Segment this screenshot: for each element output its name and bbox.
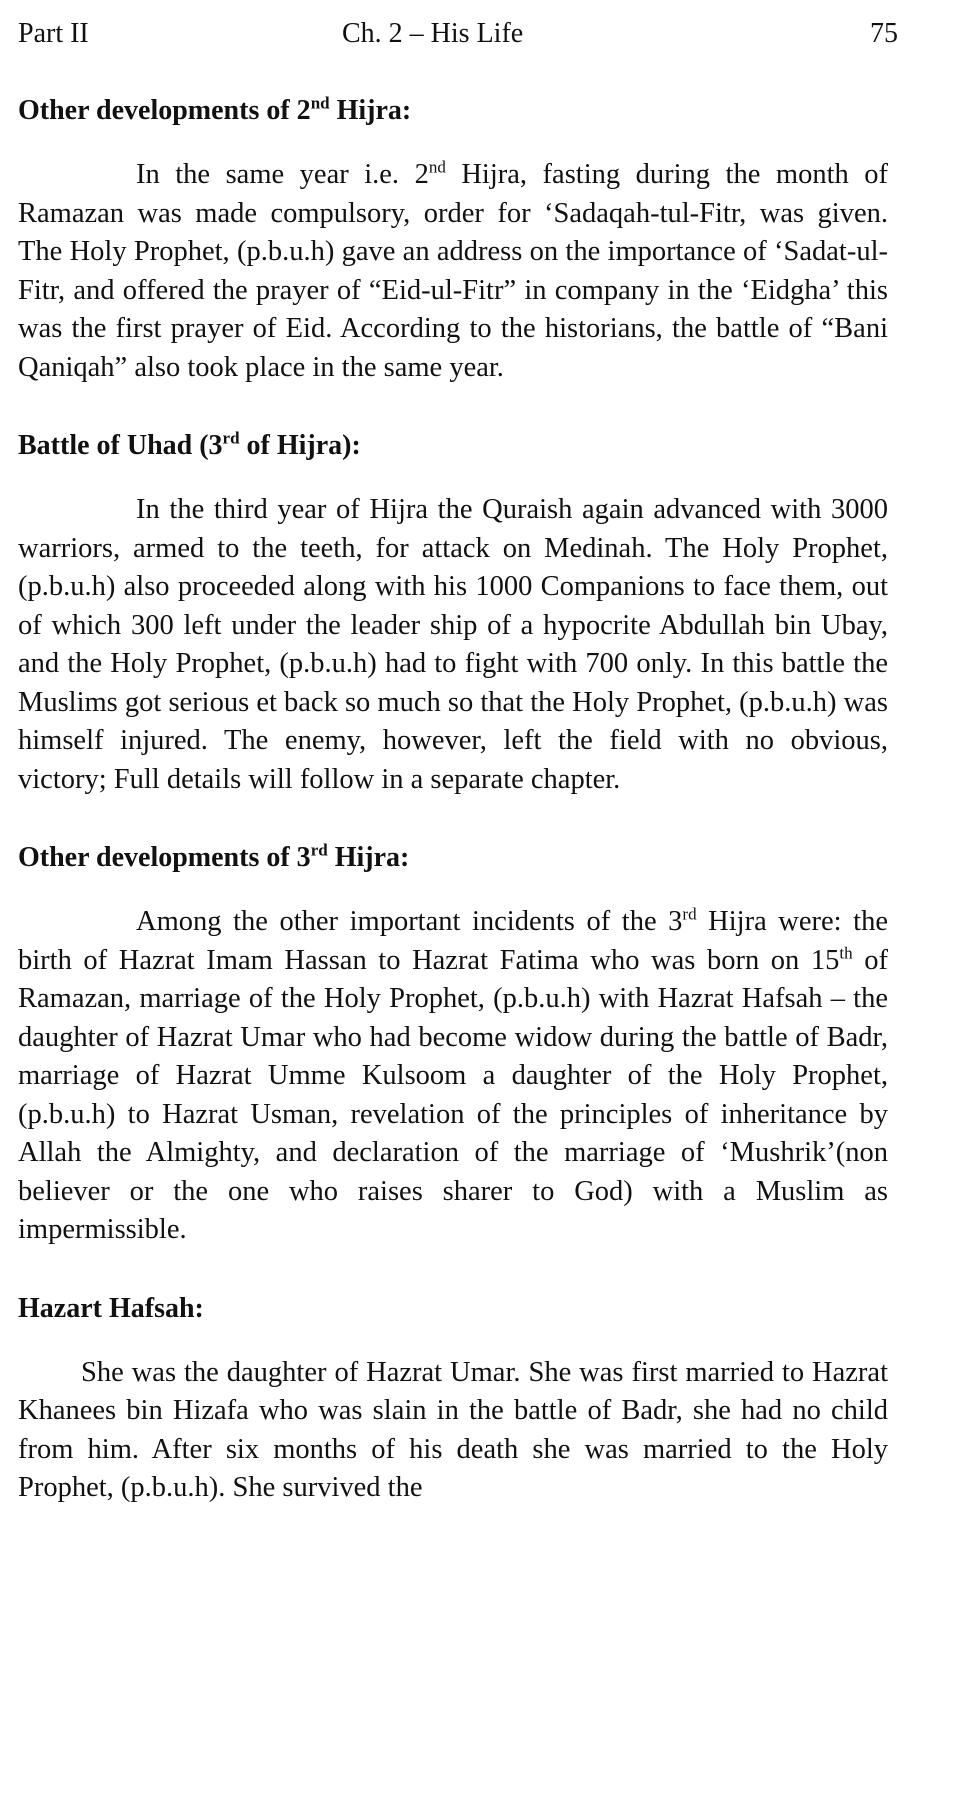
running-header: [18, 14, 898, 54]
paragraph-hazrat-hafsah: She was the daughter of Hazrat Umar. She was first married to Hazrat Khanees bin Hizafa who was slain in the battle of Badr, she had no child from him. After six months of his death she was married to the Holy Prophet, (p.b.u.h). She survived the: [18, 1356, 888, 1503]
section-heading-second-hijra: Other developments of 2nd Hijra:: [18, 93, 412, 126]
paragraph-second-hijra: In the same year i.e. 2nd Hijra, fasting during the month of Ramazan was made compulsory, order for ‘Sadaqah-tul-Fitr, was given. The Holy Prophet, (p.b.u.h) gave an address on the importance of ‘Sadat-ul-Fitr, and offered the prayer of “Eid-ul-Fitr” in company in the ‘Eidgha’ this was the first prayer of Eid. According to the historians, the battle of “Bani Qaniqah” also took place in the same year.: [18, 157, 888, 383]
part-label: Part II: [18, 18, 89, 49]
paragraph-battle-of-uhad: In the third year of Hijra the Quraish again advanced with 3000 warriors, armed to the teeth, for attack on Medinah. The Holy Prophet, (p.b.u.h) also proceeded along with his 1000 Companions to face them, out of which 300 left under the leader ship of a hypocrite Abdullah bin Ubay, and the Holy Prophet, (p.b.u.h) had to fight with 700 only. In this battle the Muslims got serious et back so much so that the Holy Prophet, (p.b.u.h) was himself injured. The enemy, however, left the field with no obvious, victory; Full details will follow in a separate chapter.: [18, 494, 888, 795]
page-number: 75: [870, 18, 898, 49]
section-heading-battle-of-uhad: Battle of Uhad (3rd of Hijra):: [18, 428, 361, 461]
section-heading-third-hijra: Other developments of 3rd Hijra:: [18, 840, 410, 873]
section-heading-hazrat-hafsah: Hazart Hafsah:: [18, 1292, 204, 1324]
page-body: [18, 92, 888, 1508]
paragraph-third-hijra: Among the other important incidents of the 3rd Hijra were: the birth of Hazrat Imam Hassan to Hazrat Fatima who was born on 15th of Ramazan, marriage of the Holy Prophet, (p.b.u.h) with Hazrat Hafsah – the daughter of Hazrat Umar who had become widow during the battle of Badr, marriage of Hazrat Umme Kulsoom a daughter of the Holy Prophet, (p.b.u.h) to Hazrat Usman, revelation of the principles of inheritance by Allah the Almighty, and declaration of the marriage of ‘Mushrik’(non believer or the one who raises sharer to God) with a Muslim as impermissible.: [18, 904, 888, 1245]
chapter-title: Ch. 2 – His Life: [342, 18, 524, 49]
